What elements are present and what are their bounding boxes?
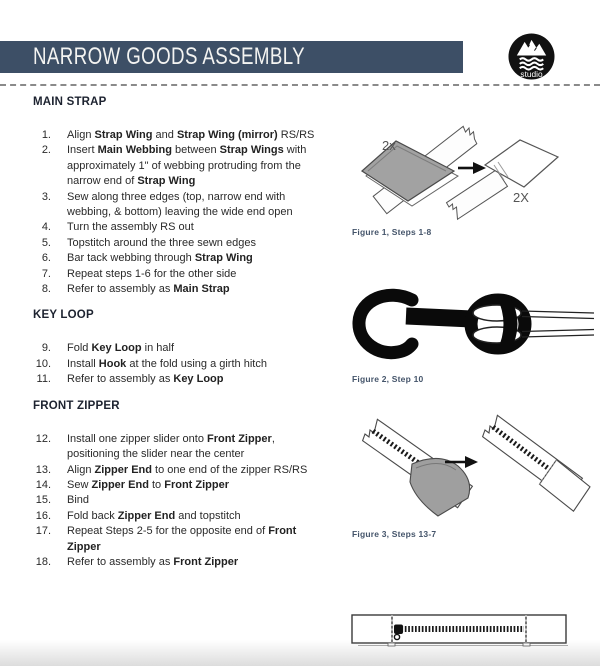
step-text: Align Zipper End to one end of the zipper RS/RS	[67, 463, 308, 476]
step-text: Refer to assembly as Main Strap	[67, 283, 230, 296]
step-text: Install one zipper slider onto Front Zipper, positioning the slider near the center	[67, 432, 275, 461]
step-number: 13.	[35, 463, 51, 476]
step-number: 1.	[41, 129, 51, 141]
figure-1-caption: Figure 1, Steps 1-8	[352, 227, 432, 237]
step-text: Repeat Steps 2-5 for the opposite end of Front Zipper	[67, 525, 297, 553]
dashed-divider	[0, 84, 600, 86]
step-item	[33, 524, 338, 555]
step-item	[33, 236, 338, 251]
step-item	[33, 267, 338, 282]
step-item	[33, 220, 338, 235]
step-text: Sew Zipper End to Front Zipper	[67, 478, 229, 491]
strap-wing-figure	[352, 113, 592, 230]
step-text: Insert Main Webbing between Strap Wings with approximately 1" of webbing protruding from the narrow end of Strap Wing	[67, 144, 307, 188]
section-heading: FRONT ZIPPER	[33, 399, 120, 412]
mountain-waves-icon	[508, 33, 555, 80]
step-number: 12.	[35, 432, 51, 445]
step-text: Fold Key Loop in half	[67, 342, 175, 355]
step-item	[33, 509, 338, 524]
figure-3-caption: Figure 3, Steps 13-7	[352, 529, 437, 539]
step-text: Refer to assembly as Key Loop	[67, 373, 224, 386]
step-text: Bind	[67, 494, 90, 507]
section-heading: MAIN STRAP	[33, 96, 107, 108]
step-number: 15.	[35, 494, 51, 507]
step-number: 17.	[35, 525, 51, 538]
header-bar	[0, 41, 463, 73]
step-number: 6.	[41, 252, 51, 265]
logo-text: studio	[520, 69, 543, 80]
step-number: 4.	[41, 221, 51, 234]
figure-2-caption: Figure 2, Step 10	[352, 374, 424, 384]
step-item	[33, 555, 338, 570]
step-number: 8.	[41, 283, 51, 296]
step-number: 2.	[41, 144, 51, 157]
step-number: 10.	[35, 357, 51, 370]
step-item	[33, 341, 338, 356]
studio-logo	[508, 33, 555, 80]
step-number: 5.	[41, 236, 51, 249]
zipper-end-figure	[350, 404, 592, 529]
step-number: 14.	[35, 478, 51, 491]
step-text: Topstitch around the three sewn edges	[67, 236, 256, 249]
step-text: Sew along three edges (top, narrow end with webbing, & bottom) leaving the wide end open	[67, 190, 293, 219]
arrow-icon	[458, 162, 486, 174]
page-title: NARROW GOODS ASSEMBLY	[33, 43, 306, 70]
step-item	[33, 251, 338, 266]
step-item	[33, 432, 338, 463]
step-text: Install Hook at the fold using a girth hitch	[67, 357, 267, 370]
step-item	[33, 143, 338, 189]
step-item	[33, 357, 338, 372]
step-number: 18.	[35, 555, 51, 568]
step-number: 11.	[36, 373, 51, 386]
step-number: 16.	[35, 509, 51, 522]
quantity-label-left: 2x	[382, 138, 396, 153]
step-text: Align Strap Wing and Strap Wing (mirror) RS/RS	[67, 129, 315, 141]
instructions-sections	[33, 96, 338, 570]
step-number: 3.	[41, 190, 51, 203]
step-item	[33, 372, 338, 387]
step-text: Bar tack webbing through Strap Wing	[67, 252, 253, 265]
step-text: Fold back Zipper End and topstitch	[67, 509, 241, 522]
section-heading: KEY LOOP	[33, 309, 94, 322]
hook-figure	[350, 286, 596, 373]
step-text: Repeat steps 1-6 for the other side	[67, 267, 237, 280]
step-text: Turn the assembly RS out	[67, 221, 194, 234]
step-item	[33, 463, 338, 478]
step-text: Refer to assembly as Front Zipper	[67, 555, 239, 568]
step-number: 7.	[41, 267, 51, 280]
step-item	[33, 493, 338, 508]
quantity-label-right: 2X	[513, 190, 529, 205]
step-item	[33, 282, 338, 297]
steps-list	[33, 128, 338, 297]
step-item	[33, 128, 338, 143]
page-bottom-shadow	[0, 640, 600, 666]
step-item	[33, 190, 338, 221]
steps-list	[33, 432, 338, 571]
steps-list	[33, 341, 338, 387]
step-number: 9.	[41, 342, 51, 355]
step-item	[33, 478, 338, 493]
